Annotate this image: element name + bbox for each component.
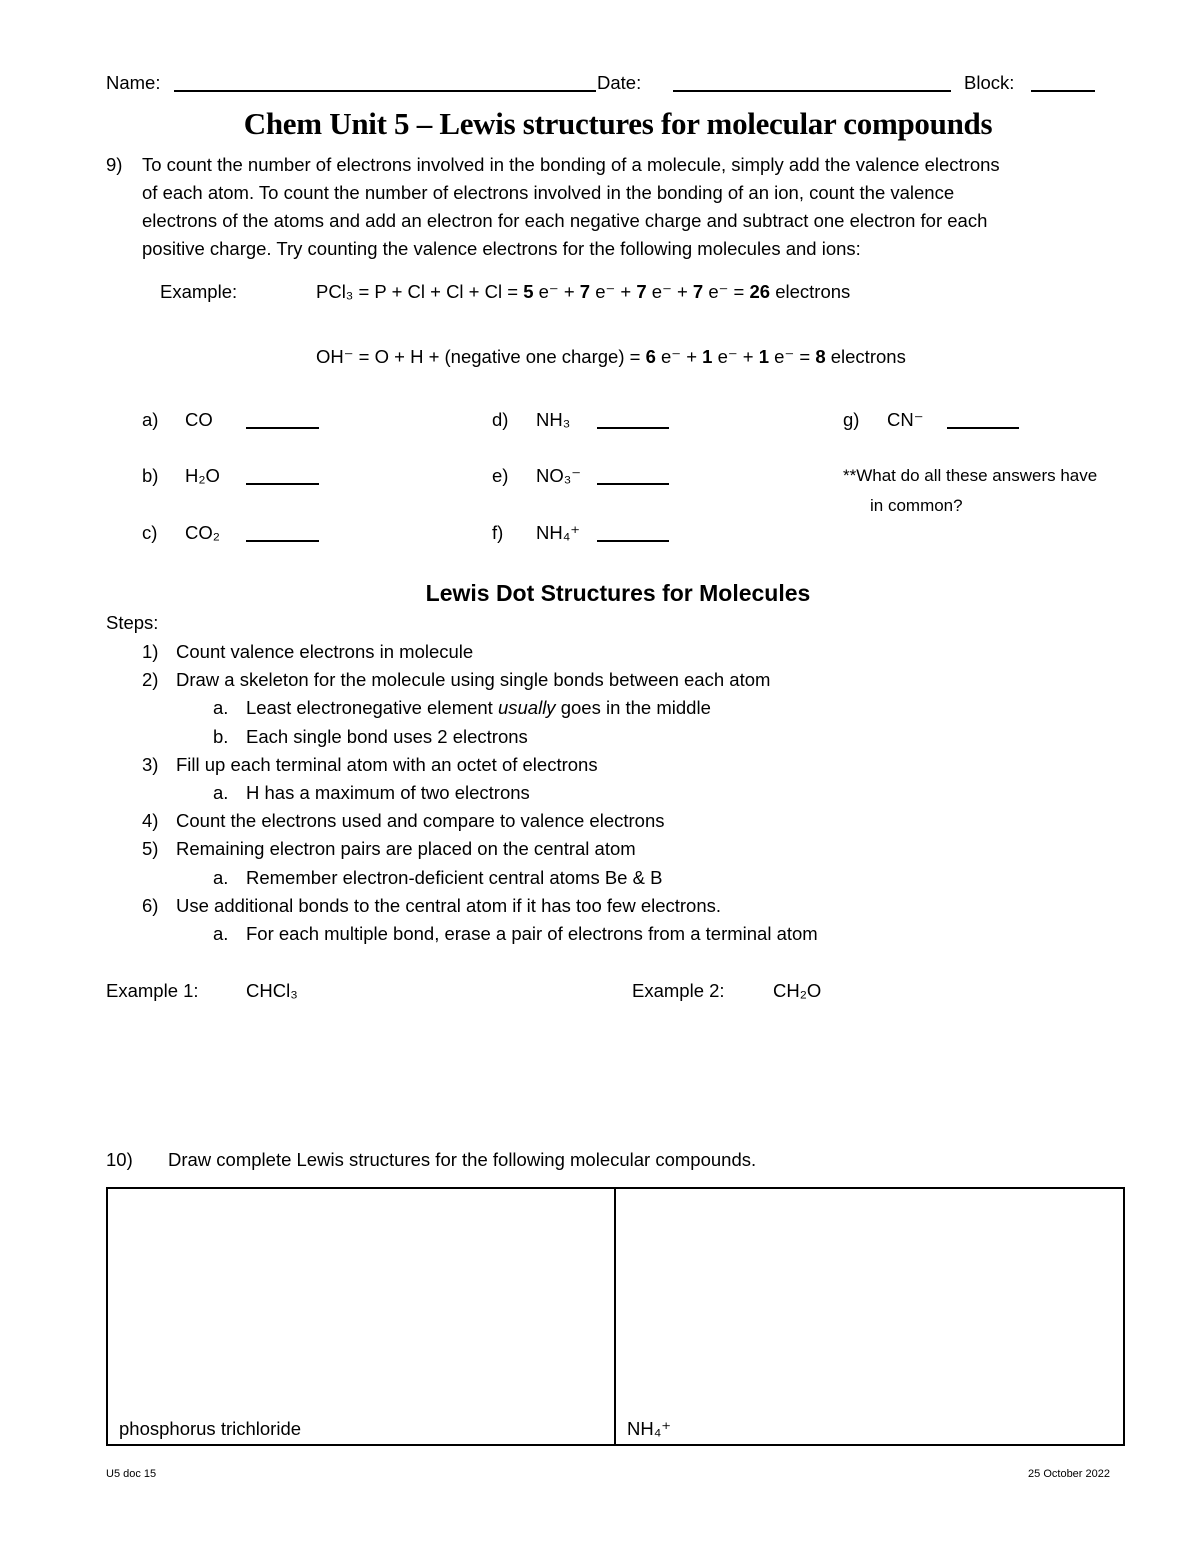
text-segment: Least electronegative element xyxy=(246,697,498,719)
step-text: Each single bond uses 2 electrons xyxy=(246,725,528,747)
example1-label: Example 1: xyxy=(106,980,199,1001)
step-text: Count the electrons used and compare to valence electrons xyxy=(176,810,665,832)
text-segment: usually xyxy=(497,697,556,719)
step-text: For each multiple bond, erase a pair of electrons from a terminal atom xyxy=(246,923,818,944)
step-number: b. xyxy=(213,725,229,747)
block-field[interactable] xyxy=(1031,90,1095,92)
example-oh xyxy=(316,345,906,369)
step-text: Draw a skeleton for the molecule using single bonds between each atom xyxy=(176,669,771,691)
item-b-answer-blank[interactable] xyxy=(246,483,319,485)
text-segment: e⁻ + xyxy=(590,281,637,302)
item-e-formula: NO₃⁻ xyxy=(536,465,582,486)
item-g-answer-blank[interactable] xyxy=(947,427,1019,429)
name-field[interactable] xyxy=(174,90,596,92)
item-c-formula: CO₂ xyxy=(185,522,220,543)
item-d-formula: NH₃ xyxy=(536,409,571,430)
item-g-label: g) xyxy=(843,409,860,430)
q9-text-line: of each atom. To count the number of electrons involved in the bonding of an ion, count the valence xyxy=(142,182,955,203)
step-number: 1) xyxy=(142,641,159,662)
footer-doc-id: U5 doc 15 xyxy=(106,1468,157,1480)
item-a-answer-blank[interactable] xyxy=(246,427,319,429)
example-pcl3 xyxy=(316,280,850,304)
item-f-formula: NH₄⁺ xyxy=(536,522,581,543)
item-d-label: d) xyxy=(492,409,509,430)
item-b-label: b) xyxy=(142,465,159,486)
text-segment: electrons xyxy=(770,281,851,302)
step-text: Fill up each terminal atom with an octet of electrons xyxy=(176,753,598,775)
item-f-label: f) xyxy=(492,522,504,543)
text-segment: e⁻ + xyxy=(712,346,759,367)
item-g-formula: CN⁻ xyxy=(887,409,924,430)
step-number: 5) xyxy=(142,838,159,860)
common-question-line: in common? xyxy=(870,496,963,515)
item-c-label: c) xyxy=(142,522,158,543)
q9-text-line: positive charge. Try counting the valence electrons for the following molecules and ions: xyxy=(142,238,861,259)
text-segment: e⁻ = xyxy=(769,346,816,367)
page-title: Chem Unit 5 – Lewis structures for molecular compounds xyxy=(243,106,993,141)
step-number: 3) xyxy=(142,753,159,775)
step-number: 6) xyxy=(142,894,159,916)
step-number: a. xyxy=(213,923,229,944)
step-text xyxy=(246,696,711,720)
table-divider xyxy=(614,1189,616,1444)
text-segment: goes in the middle xyxy=(555,697,711,719)
item-f-answer-blank[interactable] xyxy=(597,540,669,542)
q10-text: Draw complete Lewis structures for the following molecular compounds. xyxy=(168,1149,757,1170)
q9-text-line: To count the number of electrons involved in the bonding of a molecule, simply add the valence electrons xyxy=(142,154,1000,175)
text-segment: 1 xyxy=(702,346,713,367)
date-label: Date: xyxy=(597,72,642,93)
block-label: Block: xyxy=(964,72,1015,93)
q9-number: 9) xyxy=(106,154,123,175)
text-segment: e⁻ + xyxy=(646,281,693,302)
text-segment: OH⁻ = O + H + (negative one charge) = xyxy=(316,346,646,367)
name-label: Name: xyxy=(106,72,161,93)
step-number: 2) xyxy=(142,669,159,691)
item-e-answer-blank[interactable] xyxy=(597,483,669,485)
text-segment: 7 xyxy=(692,281,704,302)
text-segment: 26 xyxy=(749,281,771,302)
item-c-answer-blank[interactable] xyxy=(246,540,319,542)
step-number: a. xyxy=(213,866,229,888)
text-segment: PCl₃ = P + Cl + Cl + Cl = xyxy=(316,281,524,302)
text-segment: e⁻ = xyxy=(703,281,750,302)
text-segment: 7 xyxy=(636,281,647,302)
item-b-formula: H₂O xyxy=(185,465,220,486)
item-d-answer-blank[interactable] xyxy=(597,427,669,429)
text-segment: e⁻ + xyxy=(655,346,703,367)
text-segment: 8 xyxy=(815,346,826,367)
step-text: H has a maximum of two electrons xyxy=(246,782,530,803)
step-number: a. xyxy=(213,697,229,719)
q9-text-line: electrons of the atoms and add an electron for each negative charge and subtract one electron for each xyxy=(142,210,988,231)
step-number: 4) xyxy=(142,810,159,832)
text-segment: 6 xyxy=(645,346,656,367)
text-segment: e⁻ + xyxy=(533,281,580,302)
step-text: Remember electron-deficient central atoms Be & B xyxy=(246,866,663,888)
common-question-line: **What do all these answers have xyxy=(843,466,1098,485)
step-text: Use additional bonds to the central atom if it has too few electrons. xyxy=(176,894,722,916)
section-title: Lewis Dot Structures for Molecules xyxy=(425,580,811,606)
cell-label-nh4: NH₄⁺ xyxy=(627,1418,672,1439)
q10-number: 10) xyxy=(106,1149,133,1170)
text-segment: electrons xyxy=(825,346,906,367)
example-label: Example: xyxy=(160,281,238,302)
footer-date: 25 October 2022 xyxy=(1028,1468,1110,1480)
answer-table xyxy=(106,1187,1125,1446)
example1-formula: CHCl₃ xyxy=(246,980,298,1001)
example2-formula: CH₂O xyxy=(773,980,822,1001)
item-a-formula: CO xyxy=(185,409,213,430)
step-text: Count valence electrons in molecule xyxy=(176,641,474,662)
steps-label: Steps: xyxy=(106,612,159,633)
cell-label-pcl3: phosphorus trichloride xyxy=(119,1418,302,1439)
item-e-label: e) xyxy=(492,465,509,486)
example2-label: Example 2: xyxy=(632,980,725,1001)
text-segment: 5 xyxy=(523,281,534,302)
text-segment: 1 xyxy=(758,346,770,367)
text-segment: 7 xyxy=(579,281,591,302)
date-field[interactable] xyxy=(673,90,951,92)
step-number: a. xyxy=(213,782,229,803)
step-text: Remaining electron pairs are placed on the central atom xyxy=(176,838,636,860)
item-a-label: a) xyxy=(142,409,159,430)
